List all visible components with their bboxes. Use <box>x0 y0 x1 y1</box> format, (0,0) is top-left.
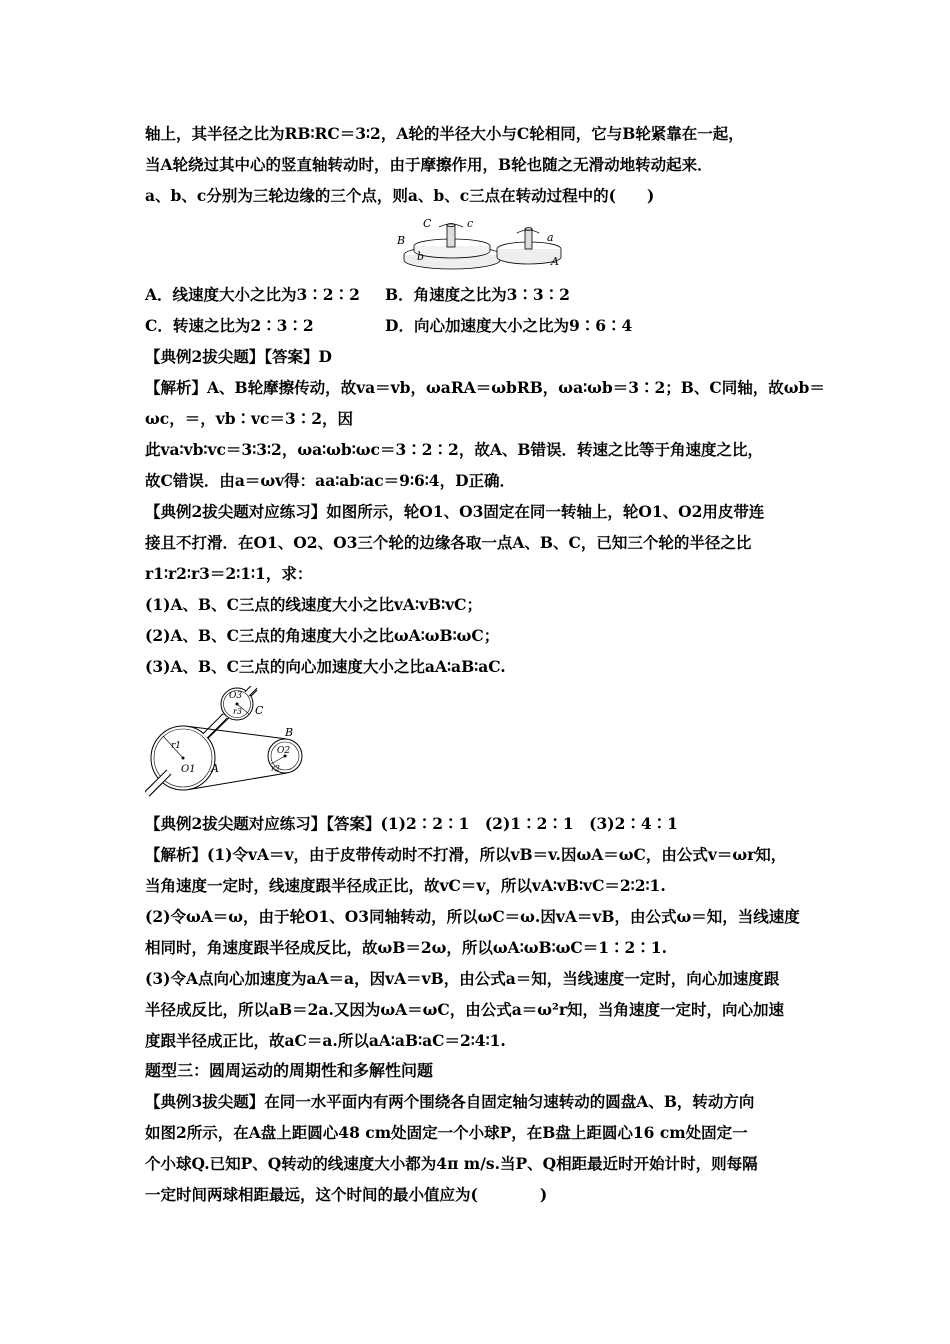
text-line: 如图2所示，在A盘上距圆心48 cm处固定一个小球P，在B盘上距圆心16 cm处固定一 <box>145 1123 748 1142</box>
section-heading: 题型三：圆周运动的周期性和多解性问题 <box>145 1061 434 1080</box>
text-line: 【典例3拔尖题】在同一水平面内有两个围绕各自固定轴匀速转动的圆盘A、B，转动方向 <box>145 1092 755 1111</box>
label-O3: O3 <box>229 691 243 701</box>
text-line: (3)令A点向心加速度为aA＝a，因vA＝vB，由公式a＝知，当线速度一定时，向心加速度跟 <box>145 969 780 988</box>
label-O1: O1 <box>181 764 196 775</box>
answer-line: 【典例2拔尖题】【答案】D <box>145 347 332 366</box>
text-line: (2)A、B、C三点的角速度大小之比ωA∶ωB∶ωC； <box>145 626 500 645</box>
figure-belt-pulleys <box>145 686 825 804</box>
option-a: A．线速度大小之比为3∶2∶2 <box>145 285 360 304</box>
figure-three-wheels <box>145 213 825 275</box>
text-line: 度跟半径成正比，故aC＝a.所以aA∶aB∶aC＝2∶4∶1. <box>145 1031 506 1050</box>
label-r1: r1 <box>171 741 182 751</box>
text-line: 接且不打滑．在O1、O2、O3三个轮的边缘各取一点A、B、C，已知三个轮的半径之比 <box>145 533 752 552</box>
option-line <box>145 279 825 310</box>
label-b: b <box>417 250 425 263</box>
text-line: 一定时间两球相距最远，这个时间的最小值应为( ) <box>145 1185 548 1204</box>
option-line <box>145 310 825 341</box>
text-line: r1∶r2∶r3＝2∶1∶1，求： <box>145 564 313 583</box>
text-line: (2)令ωA＝ω，由于轮O1、O3同轴转动，所以ωC＝ω.因vA＝vB，由公式ω＝知，当线速度 <box>145 907 800 926</box>
label-A: A <box>551 255 559 268</box>
text-line: 半径成反比，所以aB＝2a.又因为ωA＝ωC，由公式a＝ω²r知，当角速度一定时，向心加速 <box>145 1000 785 1019</box>
belt-pulleys-diagram <box>145 686 315 802</box>
answer-line: 【典例2拔尖题对应练习】【答案】(1)2∶2∶1 (2)1∶2∶1 (3)2∶4∶1 <box>145 814 678 833</box>
label-B: B <box>285 726 294 739</box>
document-page <box>145 118 825 1210</box>
text-line: 【解析】A、B轮摩擦传动，故va＝vb，ωaRA＝ωbRB，ωa∶ωb＝3∶2；B、C同轴，故ωb＝ <box>145 378 825 397</box>
option-d: D．向心加速度大小之比为9∶6∶4 <box>385 316 633 335</box>
text-line: 当角速度一定时，线速度跟半径成正比，故vC＝v，所以vA∶vB∶vC＝2∶2∶1. <box>145 876 666 895</box>
label-a: a <box>547 231 554 244</box>
text-line: 【解析】(1)令vA＝v，由于皮带传动时不打滑，所以vB＝v.因ωA＝ωC，由公式v＝ωr知， <box>145 845 787 864</box>
text-line: 个小球Q.已知P、Q转动的线速度大小都为4π m/s.当P、Q相距最近时开始计时，则每隔 <box>145 1154 758 1173</box>
label-r3: r3 <box>233 707 242 716</box>
text-line: 轴上，其半径之比为RB∶RC＝3∶2，A轮的半径大小与C轮相同，它与B轮紧靠在一起， <box>145 124 744 143</box>
option-c: C．转速之比为2∶3∶2 <box>145 316 314 335</box>
label-c: c <box>467 217 474 230</box>
text-line: 【典例2拔尖题对应练习】如图所示，轮O1、O3固定在同一转轴上，轮O1、O2用皮带连 <box>145 502 765 521</box>
label-B: B <box>397 234 406 247</box>
text-line: (3)A、B、C三点的向心加速度大小之比aA∶aB∶aC. <box>145 657 506 676</box>
label-O2: O2 <box>277 746 291 756</box>
text-line: a、b、c分别为三轮边缘的三个点，则a、b、c三点在转动过程中的( ) <box>145 186 655 205</box>
label-C: C <box>423 217 432 230</box>
label-C: C <box>255 704 264 717</box>
label-A: A <box>211 762 219 775</box>
text-line: 当A轮绕过其中心的竖直轴转动时，由于摩擦作用，B轮也随之无滑动地转动起来． <box>145 155 713 174</box>
text-line: ωc，＝，vb∶vc＝3∶2，因 <box>145 409 354 428</box>
text-line: (1)A、B、C三点的线速度大小之比vA∶vB∶vC； <box>145 595 482 614</box>
text-line: 此va∶vb∶vc＝3∶3∶2，ωa∶ωb∶ωc＝3∶2∶2，故A、B错误．转速之比等于角速度之比， <box>145 440 763 459</box>
option-b: B．角速度之比为3∶3∶2 <box>385 285 570 304</box>
three-wheels-diagram <box>397 213 567 273</box>
text-line: 相同时，角速度跟半径成反比，故ωB＝2ω，所以ωA∶ωB∶ωC＝1∶2∶1. <box>145 938 667 957</box>
label-r2: r2 <box>271 764 280 773</box>
text-line: 故C错误．由a＝ωv得：aa∶ab∶ac＝9∶6∶4，D正确． <box>145 471 516 490</box>
